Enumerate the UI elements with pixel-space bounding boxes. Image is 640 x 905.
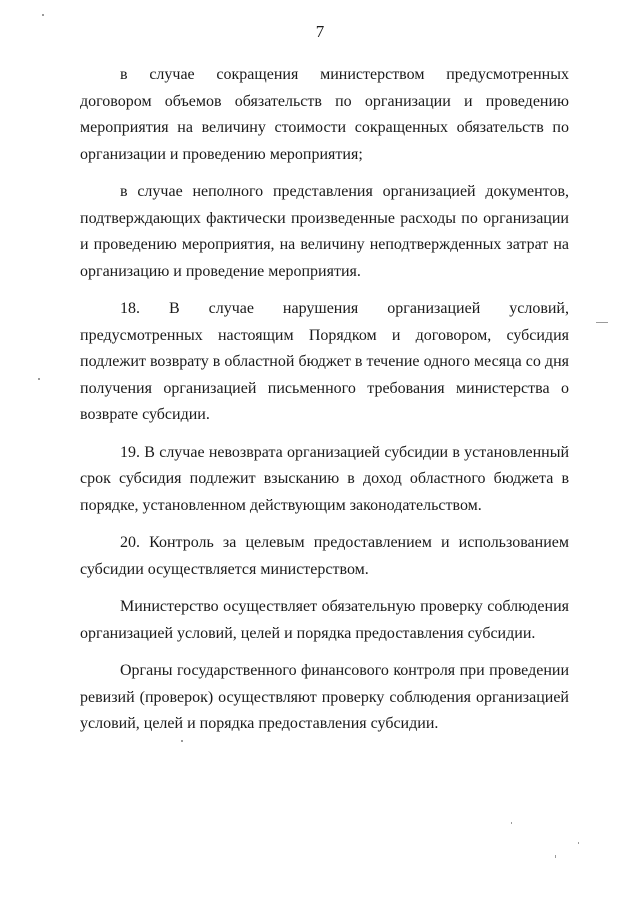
paragraph-reduction-clause: в случае сокращения министерством предусмотренных договором объемов обязательств по организации и проведению мероприятия на величину стоимости сокращенных обязательств по организации и проведению мероприятия; [80, 66, 569, 163]
scan-speck [42, 14, 44, 16]
paragraph-item-20: 20. Контроль за целевым предоставлением и использованием субсидии осуществляется министерством. [80, 534, 569, 578]
paragraph-financial-control: Органы государственного финансового контроля при проведении ревизий (проверок) осуществляют проверку соблюдения организацией условий, целей и порядка предоставления субсидии. [80, 662, 569, 732]
paragraph-ministry-check: Министерство осуществляет обязательную проверку соблюдения организацией условий, целей и порядка предоставления субсидии. [80, 598, 569, 642]
page-number: 7 [315, 22, 325, 41]
scan-speck [181, 740, 183, 742]
scan-speck [38, 378, 40, 380]
scan-speck [555, 855, 556, 858]
paragraph-item-18: 18. В случае нарушения организацией условий, предусмотренных настоящим Порядком и договором, субсидия подлежит возврату в областной бюджет в течение одного месяца со дня получения организацией письменного требования министерства о возврате субсидии. [80, 300, 569, 423]
scan-speck [596, 322, 608, 323]
scan-speck [578, 842, 579, 844]
paragraph-item-19: 19. В случае невозврата организацией субсидии в установленный срок субсидия подлежит взысканию в доход областного бюджета в порядке, установленном действующим законодательством. [80, 443, 569, 514]
paragraph-incomplete-documents-clause: в случае неполного представления организацией документов, подтверждающих фактически произведенные расходы по организации и проведению мероприятия, на величину неподтвержденных затрат на организацию и проведение мероприятия. [80, 183, 569, 280]
document-body [80, 62, 569, 749]
scan-speck [511, 822, 512, 824]
